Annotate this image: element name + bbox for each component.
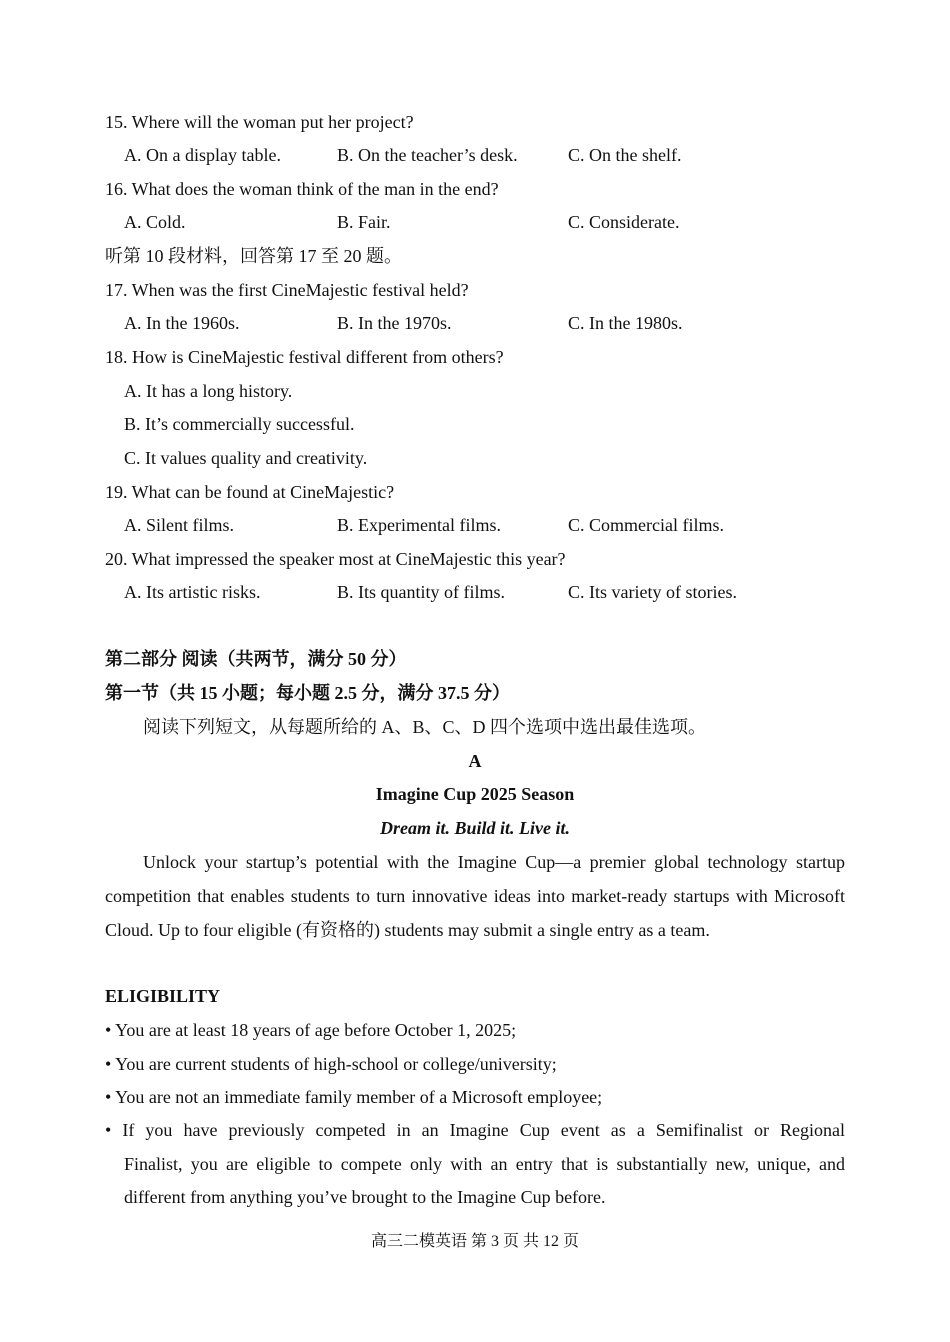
q20-option-b: B. Its quantity of films. (337, 582, 505, 602)
q18-option-b: B. It’s commercially successful. (124, 414, 355, 434)
q15-option-c: C. On the shelf. (568, 145, 682, 165)
question-19: 19. What can be found at CineMajestic? (105, 482, 395, 502)
passage-letter: A (468, 751, 482, 771)
q20-option-c: C. Its variety of stories. (568, 582, 737, 602)
question-18: 18. How is CineMajestic festival different from others? (105, 347, 504, 367)
listening-instruction: 听第 10 段材料，回答第 17 至 20 题。 (105, 246, 402, 266)
eligibility-bullet-1: • You are at least 18 years of age before October 1, 2025; (105, 1020, 517, 1040)
eligibility-heading: ELIGIBILITY (105, 986, 221, 1006)
passage-title: Imagine Cup 2025 Season (375, 784, 575, 804)
eligibility-bullet-2: • You are current students of high-school or college/university; (105, 1054, 557, 1074)
question-16: 16. What does the woman think of the man in the end? (105, 179, 499, 199)
q16-option-a: A. Cold. (124, 212, 186, 232)
bullet-4-first-line: • If you have previously competed in an Imagine Cup event as a Semifinalist or Regional (105, 1120, 845, 1140)
passage-intro (105, 845, 845, 947)
question-17: 17. When was the first CineMajestic festival held? (105, 280, 469, 300)
q17-option-a: A. In the 1960s. (124, 313, 240, 333)
q19-option-b: B. Experimental films. (337, 515, 501, 535)
q16-option-b: B. Fair. (337, 212, 391, 232)
q17-option-c: C. In the 1980s. (568, 313, 683, 333)
q19-option-c: C. Commercial films. (568, 515, 724, 535)
bullet-4-continuation: Finalist, you are eligible to compete only with an entry that is substantially new, unique, and different from anything you’ve brought to the Imagine Cup before. (124, 1153, 845, 1207)
question-20: 20. What impressed the speaker most at CineMajestic this year? (105, 549, 566, 569)
eligibility-bullet-3: • You are not an immediate family member of a Microsoft employee; (105, 1087, 603, 1107)
passage-subtitle: Dream it. Build it. Live it. (380, 818, 570, 838)
q18-option-a: A. It has a long history. (124, 381, 293, 401)
reading-instruction: 阅读下列短文，从每题所给的 A、B、C、D 四个选项中选出最佳选项。 (143, 717, 707, 737)
part-title: 第二部分 阅读（共两节，满分 50 分） (105, 649, 407, 669)
q17-option-b: B. In the 1970s. (337, 313, 452, 333)
q15-option-b: B. On the teacher’s desk. (337, 145, 518, 165)
q19-option-a: A. Silent films. (124, 515, 235, 535)
q15-option-a: A. On a display table. (124, 145, 281, 165)
page-footer: 高三二模英语 第 3 页 共 12 页 (370, 1233, 579, 1250)
question-15: 15. Where will the woman put her project? (105, 112, 414, 132)
intro-text: Unlock your startup’s potential with the Imagine Cup—a premier global technology startup competition that enables students to turn innovative ideas into market-ready startups with Microsoft Cloud. Up to four eligible (有资格的) students may submit a single entry as a team. (105, 852, 845, 940)
q18-option-c: C. It values quality and creativity. (124, 448, 368, 468)
q20-option-a: A. Its artistic risks. (124, 582, 261, 602)
eligibility-bullet-4 (105, 1114, 845, 1215)
q16-option-c: C. Considerate. (568, 212, 680, 232)
section-title: 第一节（共 15 小题；每小题 2.5 分，满分 37.5 分） (105, 683, 510, 703)
